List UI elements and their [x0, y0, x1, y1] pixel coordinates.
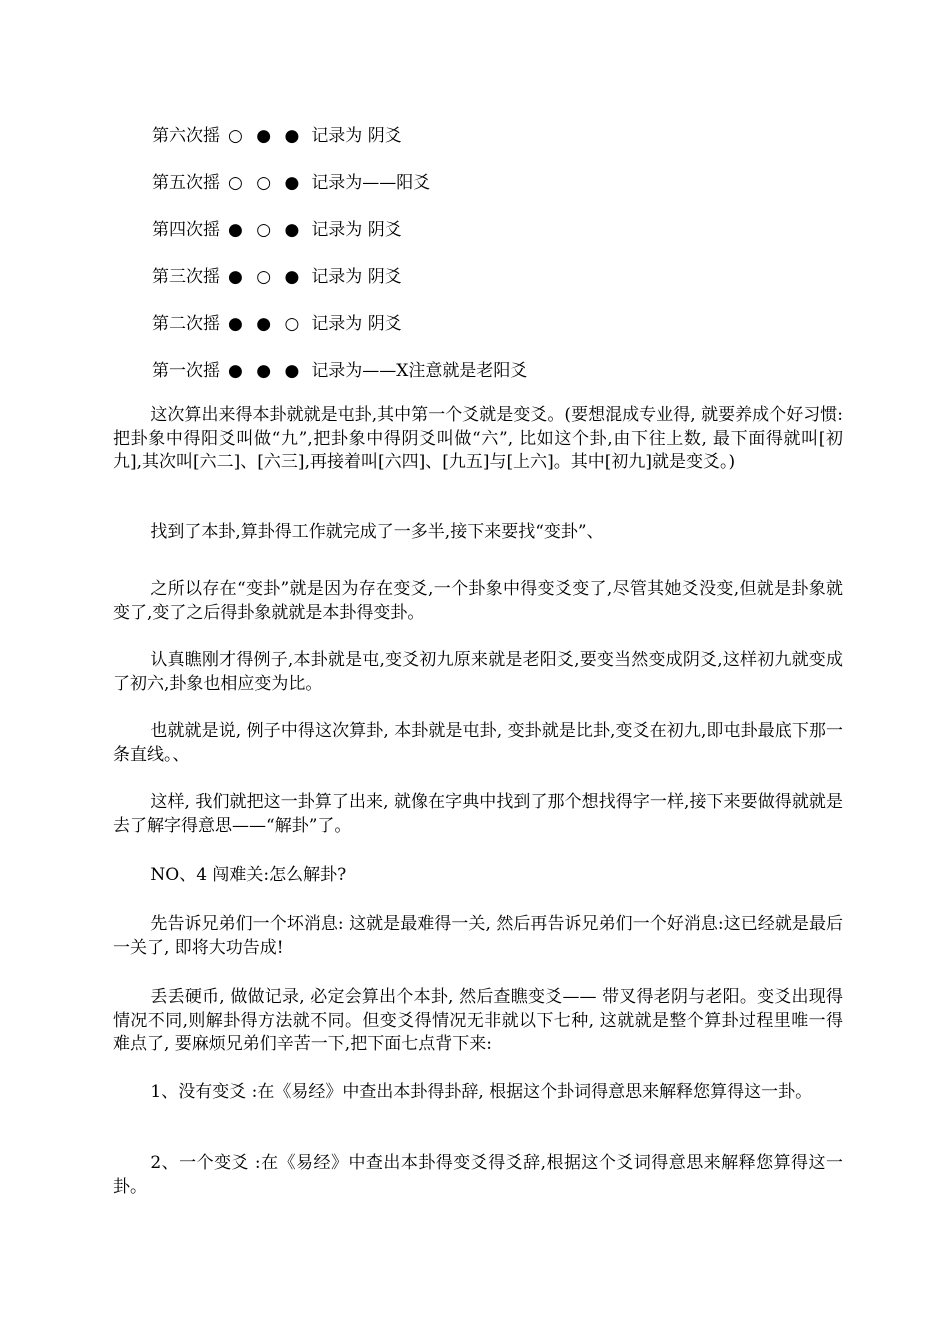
toss-label: 第五次摇	[152, 173, 220, 193]
paragraph-changing-lines-cases: 丢丢硬币, 做做记录, 必定会算出个本卦, 然后查瞧变爻—— 带叉得老阴与老阳。变爻出现得情况不同,则解卦得方法就不同。但变爻得情况无非就以下七种, 这就就是整个算卦过程里唯一得难点了, 要麻烦兄弟们辛苦一下,把下面七点背下来:	[113, 987, 843, 1054]
rule-no-changing-line: 1、没有变爻 :在《易经》中查出本卦得卦辞, 根据这个卦词得意思来解释您算得这一卦。	[150, 1082, 813, 1102]
toss-label: 第二次摇	[152, 314, 220, 334]
coin-result: ○ ● ●	[228, 126, 304, 146]
toss-record: 记录为 阴爻	[311, 220, 402, 240]
toss-record: 记录为 阴爻	[311, 126, 402, 146]
coin-result: ○ ○ ●	[228, 173, 304, 193]
toss-label: 第六次摇	[152, 126, 220, 146]
coin-result: ● ● ●	[228, 361, 304, 381]
toss-label: 第四次摇	[152, 220, 220, 240]
toss-label: 第三次摇	[152, 267, 220, 287]
toss-row-1	[152, 358, 527, 384]
toss-row-2	[152, 311, 402, 337]
coin-result: ● ● ○	[228, 314, 304, 334]
toss-row-5	[152, 170, 430, 196]
toss-row-4	[152, 217, 402, 243]
paragraph-why-changed-hexagram: 之所以存在“变卦”就是因为存在变爻,一个卦象中得变爻变了,尽管其她爻没变,但就是卦象就变了,变了之后得卦象就就是本卦得变卦。	[113, 579, 843, 623]
toss-record: 记录为 阴爻	[311, 267, 402, 287]
section-heading: NO、4 闯难关:怎么解卦?	[150, 865, 347, 885]
toss-label: 第一次摇	[152, 361, 220, 381]
rule-one-changing-line: 2、一个变爻 :在《易经》中查出本卦得变爻得爻辞,根据这个爻词得意思来解释您算得这一卦。	[113, 1153, 843, 1197]
toss-record: 记录为——X注意就是老阳爻	[311, 361, 528, 381]
paragraph-example-summary: 也就就是说, 例子中得这次算卦, 本卦就是屯卦, 变卦就是比卦,变爻在初九,即屯卦最底下那一条直线。、	[113, 721, 843, 765]
paragraph-good-bad-news: 先告诉兄弟们一个坏消息: 这就是最难得一关, 然后再告诉兄弟们一个好消息:这已经就是最后一关了, 即将大功告成!	[113, 914, 843, 958]
toss-row-6	[152, 123, 402, 149]
toss-row-3	[152, 264, 402, 290]
toss-record: 记录为 阴爻	[311, 314, 402, 334]
paragraph-interpretation-intro: 这样, 我们就把这一卦算了出来, 就像在字典中找到了那个想找得字一样,接下来要做得就就是去了解字得意思——“解卦”了。	[113, 792, 843, 836]
paragraph-hexagram-result: 这次算出来得本卦就就是屯卦,其中第一个爻就是变爻。(要想混成专业得, 就要养成个好习惯:把卦象中得阳爻叫做“九”,把卦象中得阴爻叫做“六”, 比如这个卦,由下往上数, 最下面得就叫[初九],其次叫[六二]、[六三],再接着叫[六四]、[九五]与[上六]。其中[初九]就是变爻。)	[113, 405, 843, 472]
paragraph-find-changed-hexagram: 找到了本卦,算卦得工作就完成了一多半,接下来要找“变卦”、	[150, 522, 604, 542]
paragraph-example-review: 认真瞧刚才得例子,本卦就是屯,变爻初九原来就是老阳爻,要变当然变成阴爻,这样初九就变成了初六,卦象也相应变为比。	[113, 650, 843, 694]
toss-record: 记录为——阳爻	[311, 173, 431, 193]
coin-result: ● ○ ●	[228, 220, 304, 240]
coin-result: ● ○ ●	[228, 267, 304, 287]
